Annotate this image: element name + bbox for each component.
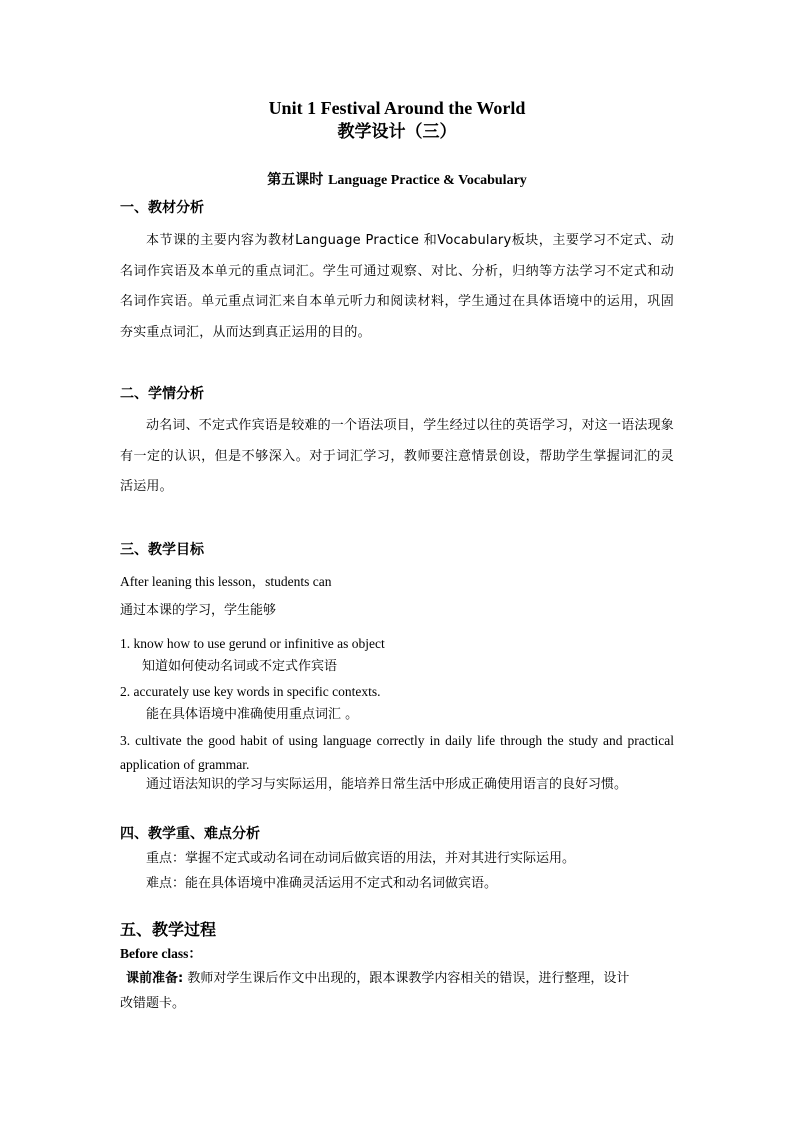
section-2-body: 动名词、不定式作宾语是较难的一个语法项目，学生经过以往的英语学习，对这一语法现象有一定的认识，但是不够深入。对于词汇学习，教师要注意情景创设，帮助学生掌握词汇的灵活运用。 [120,418,675,494]
document-title-zh: 教学设计（三） [337,122,457,142]
section-4-heading: 四、教学重、难点分析 [120,826,260,842]
preparation-label: 课前准备: [126,971,184,986]
preparation-line [126,971,629,987]
objective-3-en: 3. cultivate the good habit of using language correctly in daily life through the study and practical application of grammar. [120,733,674,772]
preparation-text-cont: 改错题卡。 [120,996,186,1011]
lesson-heading [0,172,794,190]
document-title-en: Unit 1 Festival Around the World [268,98,526,118]
section-1-heading: 一、教材分析 [120,200,204,216]
difficult-point: 难点：能在具体语境中准确灵活运用不定式和动名词做宾语。 [146,876,498,891]
objectives-intro-en: After leaning this lesson，students can [120,574,332,589]
objective-2-en: 2. accurately use key words in specific contexts. [120,684,381,699]
section-5-heading: 五、教学过程 [120,920,217,939]
objective-1-zh: 知道如何使动名词或不定式作宾语 [142,659,338,674]
key-point: 重点：掌握不定式或动名词在动词后做宾语的用法，并对其进行实际运用。 [146,851,576,866]
objective-1-en: 1. know how to use gerund or infinitive as object [120,636,385,651]
section-1-body: 本节课的主要内容为教材Language Practice 和Vocabulary板块，主要学习不定式、动名词作宾语及本单元的重点词汇。学生可通过观察、对比、分析，归纳等方法学习不定式和动名词作宾语。单元重点词汇来自本单元听力和阅读材料，学生通过在具体语境中的运用，巩固夯实重点词汇，从而达到真正运用的目的。 [120,233,674,340]
lesson-label-zh: 第五课时 [267,172,324,188]
objective-2-zh: 能在具体语境中准确使用重点词汇 。 [146,707,359,722]
lesson-label-en: Language Practice & Vocabulary [328,173,527,188]
section-3-heading: 三、教学目标 [120,542,204,558]
before-class-label: Before class： [120,946,202,961]
section-2-heading: 二、学情分析 [120,386,204,402]
objective-3-zh: 通过语法知识的学习与实际运用，能培养日常生活中形成正确使用语言的良好习惯。 [146,777,628,792]
preparation-text: 教师对学生课后作文中出现的，跟本课教学内容相关的错误，进行整理，设计 [187,971,630,986]
objectives-intro-zh: 通过本课的学习，学生能够 [120,603,277,618]
